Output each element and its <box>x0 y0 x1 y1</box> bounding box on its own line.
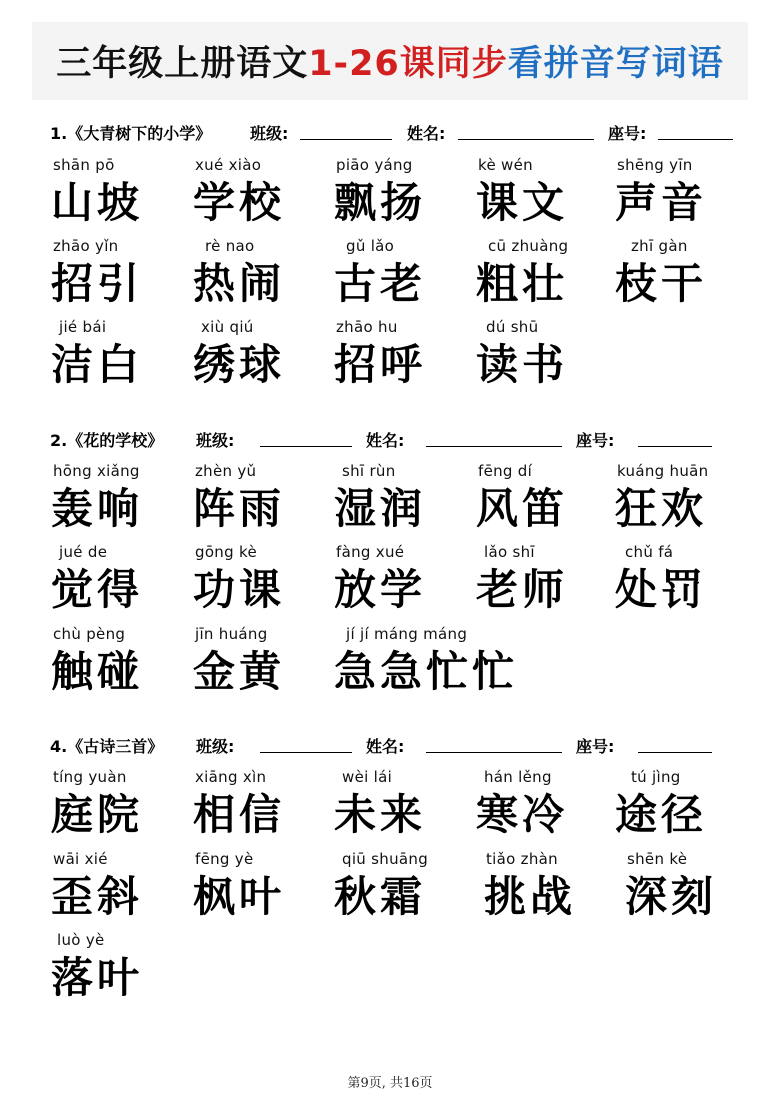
section-2-seat-label: 座号: <box>576 431 615 450</box>
hanzi-text: 金黄 <box>193 647 286 696</box>
class-blank[interactable] <box>260 446 352 447</box>
pinyin-text: tú jìng <box>631 768 681 786</box>
pinyin-text: tíng yuàn <box>53 768 127 786</box>
class-blank[interactable] <box>260 752 352 753</box>
hanzi-text: 途径 <box>615 790 708 839</box>
word-item <box>617 462 767 542</box>
pinyin-text: kè wén <box>478 156 533 174</box>
section-2-heading: 2.《花的学校》 <box>50 431 164 450</box>
word-item <box>336 850 486 930</box>
word-item <box>617 156 767 236</box>
pinyin-text: lǎo shī <box>484 543 535 561</box>
hanzi-text: 触碰 <box>51 647 144 696</box>
pinyin-text: xiāng xìn <box>195 768 267 786</box>
section-1-class-label: 班级: <box>250 124 289 143</box>
section-3-seat-label: 座号: <box>576 737 615 756</box>
word-item <box>336 318 486 398</box>
hanzi-text: 读书 <box>476 340 569 389</box>
word-item <box>195 156 345 236</box>
name-blank[interactable] <box>458 139 594 140</box>
word-item <box>478 768 628 848</box>
section-1-name-label: 姓名: <box>407 124 446 143</box>
pinyin-text: xiù qiú <box>201 318 254 336</box>
word-item <box>336 237 486 317</box>
pinyin-text: qiū shuāng <box>342 850 429 868</box>
word-item <box>195 543 345 623</box>
pinyin-text: luò yè <box>57 931 105 949</box>
word-item <box>336 462 486 542</box>
hanzi-text: 招呼 <box>334 340 427 389</box>
section-3-name-label: 姓名: <box>366 737 405 756</box>
title-part-3: 看拼音写词语 <box>507 44 724 84</box>
word-item <box>617 237 767 317</box>
word-item <box>195 237 345 317</box>
word-item <box>53 768 203 848</box>
pinyin-text: wāi xié <box>53 850 108 868</box>
pinyin-text: cū zhuàng <box>488 237 569 255</box>
section-2-name-label: 姓名: <box>366 431 405 450</box>
hanzi-text: 飘扬 <box>334 178 427 227</box>
hanzi-text: 山坡 <box>51 178 144 227</box>
section-2-header <box>50 428 740 452</box>
hanzi-text: 古老 <box>334 259 427 308</box>
word-item <box>195 318 345 398</box>
name-blank[interactable] <box>426 752 562 753</box>
word-item <box>478 237 628 317</box>
word-item <box>53 237 203 317</box>
pinyin-text: shān pō <box>53 156 115 174</box>
pinyin-text: jīn huáng <box>195 625 268 643</box>
hanzi-text: 处罚 <box>615 565 708 614</box>
hanzi-text: 秋霜 <box>334 872 427 921</box>
hanzi-text: 轰响 <box>51 484 144 533</box>
section-3-header <box>50 734 740 758</box>
pinyin-text: xué xiào <box>195 156 262 174</box>
pinyin-text: jié bái <box>59 318 107 336</box>
pinyin-text: hōng xiǎng <box>53 462 140 480</box>
word-item <box>53 850 203 930</box>
pinyin-text: zhāo yǐn <box>53 237 119 255</box>
hanzi-text: 未来 <box>334 790 427 839</box>
pinyin-text: hán lěng <box>484 768 552 786</box>
word-item <box>478 462 628 542</box>
hanzi-text: 功课 <box>193 565 286 614</box>
hanzi-text: 学校 <box>193 178 286 227</box>
seat-blank[interactable] <box>638 752 712 753</box>
hanzi-text: 落叶 <box>51 953 144 1002</box>
seat-blank[interactable] <box>658 139 733 140</box>
hanzi-text: 绣球 <box>193 340 286 389</box>
pinyin-text: shēn kè <box>627 850 688 868</box>
hanzi-text: 招引 <box>51 259 144 308</box>
hanzi-text: 挑战 <box>484 872 577 921</box>
hanzi-text: 枝干 <box>615 259 708 308</box>
word-item <box>486 850 636 930</box>
word-item <box>627 850 777 930</box>
pinyin-text: jí jí máng máng <box>346 625 468 643</box>
page-title <box>32 22 748 100</box>
pinyin-text: rè nao <box>205 237 255 255</box>
word-item <box>617 543 767 623</box>
pinyin-text: kuáng huān <box>617 462 709 480</box>
hanzi-text: 粗壮 <box>476 259 569 308</box>
word-item <box>53 318 203 398</box>
hanzi-text: 热闹 <box>193 259 286 308</box>
hanzi-text: 狂欢 <box>615 484 708 533</box>
word-item <box>53 543 203 623</box>
section-1-seat-label: 座号: <box>608 124 647 143</box>
hanzi-text: 阵雨 <box>193 484 286 533</box>
section-3-class-label: 班级: <box>196 737 235 756</box>
hanzi-text: 老师 <box>476 565 569 614</box>
title-part-2: 1-26课同步 <box>308 44 508 84</box>
pinyin-text: shī rùn <box>342 462 396 480</box>
word-item <box>195 462 345 542</box>
hanzi-text: 急急忙忙 <box>334 647 519 696</box>
pinyin-text: zhèn yǔ <box>195 462 257 480</box>
hanzi-text: 声音 <box>615 178 708 227</box>
seat-blank[interactable] <box>638 446 712 447</box>
class-blank[interactable] <box>300 139 392 140</box>
section-2-class-label: 班级: <box>196 431 235 450</box>
word-item <box>336 156 486 236</box>
word-item <box>53 931 203 1011</box>
word-item <box>478 543 628 623</box>
title-part-1: 三年级上册语文 <box>56 44 309 84</box>
word-item <box>53 462 203 542</box>
pinyin-text: dú shū <box>486 318 539 336</box>
pinyin-text: shēng yīn <box>617 156 693 174</box>
pinyin-text: tiǎo zhàn <box>486 850 558 868</box>
word-item <box>53 625 203 705</box>
pinyin-text: zhī gàn <box>631 237 688 255</box>
hanzi-text: 放学 <box>334 565 427 614</box>
hanzi-text: 觉得 <box>51 565 144 614</box>
pinyin-text: wèi lái <box>342 768 393 786</box>
pinyin-text: jué de <box>59 543 108 561</box>
pinyin-text: piāo yáng <box>336 156 413 174</box>
word-item <box>195 850 345 930</box>
pinyin-text: fēng yè <box>195 850 254 868</box>
hanzi-text: 湿润 <box>334 484 427 533</box>
word-item <box>478 156 628 236</box>
word-item <box>478 318 628 398</box>
hanzi-text: 枫叶 <box>193 872 286 921</box>
word-item <box>195 768 345 848</box>
hanzi-text: 深刻 <box>625 872 718 921</box>
hanzi-text: 歪斜 <box>51 872 144 921</box>
pinyin-text: gōng kè <box>195 543 257 561</box>
section-1-header <box>50 121 740 145</box>
word-item <box>617 768 767 848</box>
pinyin-text: fēng dí <box>478 462 533 480</box>
pinyin-text: fàng xué <box>336 543 405 561</box>
word-item <box>336 768 486 848</box>
hanzi-text: 课文 <box>476 178 569 227</box>
pinyin-text: chù pèng <box>53 625 126 643</box>
name-blank[interactable] <box>426 446 562 447</box>
section-1-heading: 1.《大青树下的小学》 <box>50 124 212 143</box>
word-item <box>336 625 596 705</box>
pinyin-text: zhāo hu <box>336 318 398 336</box>
hanzi-text: 庭院 <box>51 790 144 839</box>
hanzi-text: 洁白 <box>51 340 144 389</box>
hanzi-text: 寒冷 <box>476 790 569 839</box>
word-item <box>336 543 486 623</box>
hanzi-text: 相信 <box>193 790 286 839</box>
section-3-heading: 4.《古诗三首》 <box>50 737 164 756</box>
word-item <box>195 625 345 705</box>
word-item <box>53 156 203 236</box>
page-number: 第9页, 共16页 <box>347 1076 433 1091</box>
hanzi-text: 风笛 <box>476 484 569 533</box>
pinyin-text: gǔ lǎo <box>346 237 395 255</box>
pinyin-text: chǔ fá <box>625 543 674 561</box>
